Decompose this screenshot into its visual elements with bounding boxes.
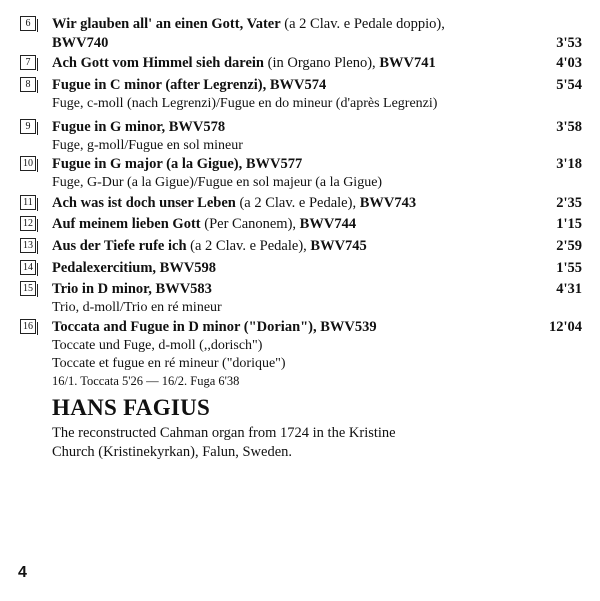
track-number-box: 14 [20, 260, 36, 275]
track-text [52, 194, 582, 213]
track-duration: 12'04 [548, 319, 582, 335]
track-title-bold: Wir glauben all' an einen Gott, Vater [52, 16, 281, 32]
track-number-box: 7 [20, 55, 36, 70]
track-number-box: 15 [20, 281, 36, 296]
track-text [52, 318, 582, 390]
track-title-detail: (Per Canonem), [200, 216, 300, 232]
track-text [52, 76, 582, 113]
track-title-bold: Pedalexercitium, BWV598 [52, 260, 217, 276]
track-text [52, 259, 582, 278]
track-text [52, 215, 582, 234]
track-duration: 4'31 [556, 281, 582, 297]
track-text [52, 54, 582, 73]
track-text [52, 118, 582, 155]
track-title-bold: Aus der Tiefe rufe ich [52, 238, 187, 254]
track-title-detail: (a 2 Clav. e Pedale), [235, 195, 360, 211]
track-number-box: 16 [20, 319, 36, 334]
track-duration: 4'03 [556, 55, 582, 71]
description-line: The reconstructed Cahman organ from 1724 in the Kristine [52, 425, 396, 441]
track-number-box: 10 [20, 156, 36, 171]
track-title-bold: Fugue in G minor, BWV578 [52, 119, 226, 135]
track-title-bold: Auf meinem lieben Gott [52, 216, 201, 232]
track-title-line [52, 155, 582, 174]
track-title-bold: BWV740 [52, 35, 109, 51]
track-bwv: BWV743 [359, 195, 417, 211]
track-duration: 5'54 [556, 77, 582, 93]
track-duration: 2'59 [556, 238, 582, 254]
track-duration: 2'35 [556, 195, 582, 211]
track-number-box: 6 [20, 16, 36, 31]
track-text [52, 237, 582, 256]
track-title-detail: (a 2 Clav. e Pedale), [186, 238, 311, 254]
track-title-line [52, 280, 582, 299]
track-title-detail: (a 2 Clav. e Pedale doppio), [280, 16, 445, 32]
track-title-line [52, 118, 582, 137]
track-title-bold: Fugue in C minor (after Legrenzi), BWV574 [52, 77, 327, 93]
track-number-box: 13 [20, 238, 36, 253]
track-title-line [52, 237, 582, 256]
track-title-line [52, 34, 582, 53]
track-title-bold: Ach Gott vom Himmel sieh darein [52, 55, 264, 71]
artist-description [52, 424, 396, 462]
track-title-line [52, 15, 582, 34]
description-line: Church (Kristinekyrkan), Falun, Sweden. [52, 444, 293, 460]
page-number: 4 [18, 564, 27, 581]
track-title-line [52, 259, 582, 278]
track-duration: 3'58 [556, 119, 582, 135]
track-title-bold: Ach was ist doch unser Leben [52, 195, 236, 211]
track-title-bold: Toccata and Fugue in D minor ("Dorian"), BWV539 [52, 319, 377, 335]
track-duration: 3'18 [556, 156, 582, 172]
track-subtitle: Fuge, g-moll/Fugue en sol mineur [52, 138, 243, 153]
track-duration: 1'15 [556, 216, 582, 232]
track-title-bold: Trio in D minor, BWV583 [52, 281, 212, 297]
track-parts: 16/1. Toccata 5'26 — 16/2. Fuga 6'38 [52, 374, 240, 388]
track-bwv: BWV744 [299, 216, 357, 232]
track-subtitle: Fuge, c-moll (nach Legrenzi)/Fugue en do mineur (d'après Legrenzi) [52, 96, 438, 111]
track-title-line [52, 54, 582, 73]
track-subtitle: Fuge, G-Dur (a la Gigue)/Fugue en sol majeur (a la Gigue) [52, 175, 383, 190]
track-number-box: 11 [20, 195, 36, 210]
track-text [52, 280, 582, 317]
track-title-line [52, 215, 582, 234]
track-duration: 1'55 [556, 260, 582, 276]
track-title-detail: (in Organo Pleno), [263, 55, 380, 71]
track-number-box: 12 [20, 216, 36, 231]
track-text [52, 15, 582, 53]
track-number-box: 9 [20, 119, 36, 134]
track-duration: 3'53 [556, 35, 582, 51]
track-title-line [52, 318, 582, 337]
track-title-line [52, 76, 582, 95]
track-subtitle: Trio, d-moll/Trio en ré mineur [52, 300, 222, 315]
track-bwv: BWV745 [310, 238, 367, 254]
track-title-line [52, 194, 582, 213]
track-number-box: 8 [20, 77, 36, 92]
track-bwv: BWV741 [379, 55, 436, 71]
artist-name: HANS FAGIUS [52, 395, 211, 420]
track-subtitle: Toccate et fugue en ré mineur ("dorique") [52, 356, 286, 371]
track-subtitle: Toccate und Fuge, d-moll (,,dorisch") [52, 338, 263, 353]
track-text [52, 155, 582, 192]
track-title-bold: Fugue in G major (a la Gigue), BWV577 [52, 156, 303, 172]
